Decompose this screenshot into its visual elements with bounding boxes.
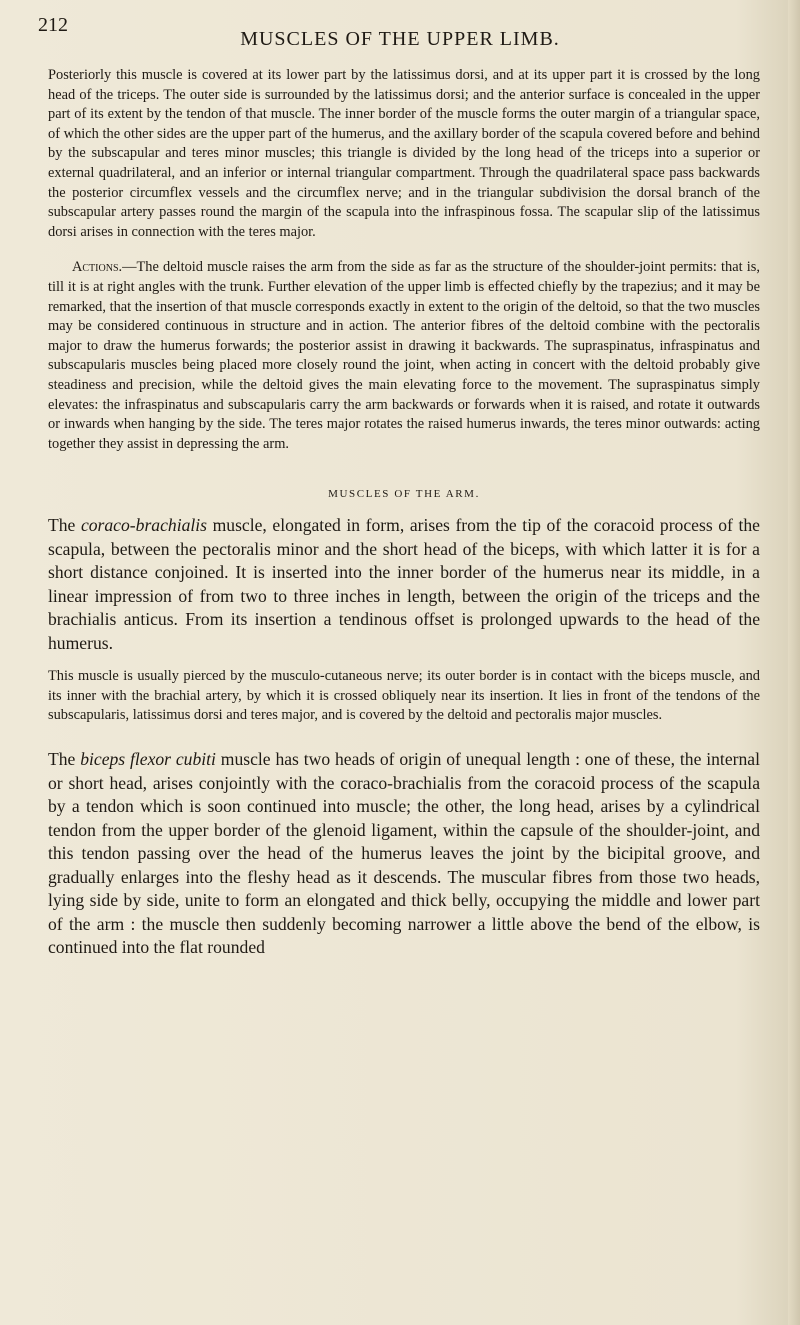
page-edge-shadow [788,0,800,1325]
paragraph-coraco-note: This muscle is usually pierced by the musculo-cutaneous nerve; its outer border is in contact with the biceps muscle, and its inner with the brachial artery, by which it is crossed obliquely near its insertion. It lies in front of the tendons of the subscapularis, latissimus dorsi and teres major, and is covered by the deltoid and pectoralis major muscles. [48,668,760,724]
coraco-brachialis-term: coraco-brachialis [80,515,208,536]
paragraph-actions [48,258,760,454]
biceps-term: biceps flexor cubiti [80,749,216,770]
actions-text: —The deltoid muscle raises the arm from the side as far as the structure of the shoulder-joint permits: that is, till it is at right angles with the trunk. Further elevation of the upper limb is effected chiefly by the trapezius; and it may be remarked, that the insertion of that muscle corresponds exactly in extent to the origin of the deltoid, so that the two muscles may be considered continuous in structure and in action. The anterior fibres of the deltoid combine with the pectoralis major to draw the humerus forwards; the posterior assist in drawing it backwards. The supraspinatus, infraspinatus and subscapularis muscles being placed more closely round the joint, when acting in concert with the deltoid probably give steadiness and precision, while the deltoid gives the main elevating force to the movement. The supraspinatus simply elevates: the infraspinatus and subscapularis carry the arm backwards or forwards when it is raised, and rotate it outwards or inwards when hanging by the side. The teres major rotates the raised humerus inwards, the teres minor outwards: acting together they assist in depressing the arm. [48,259,760,452]
biceps-text: muscle has two heads of origin of unequal length : one of these, the internal or short head, arises conjointly with the coraco-brachialis from the coracoid process of the scapula by a tendon which is soon continued into muscle; the other, the long head, arises by a cylindrical tendon from the upper border of the glenoid ligament, within the capsule of the shoulder-joint, and this tendon passing over the head of the humerus leaves the joint by the bicipital groove, and gradually enlarges into the fleshy head as it descends. The muscular fibres from those two heads, lying side by side, unite to form an elongated and thick belly, occupying the middle and lower part of the arm : the muscle then suddenly becoming narrower a little above the bend of the elbow, is continued into the flat rounded [48,749,760,958]
coraco-text: muscle, elongated in form, arises from the tip of the coracoid process of the scapula, between the pectoralis minor and the short head of the biceps, with which latter it is for a short distance conjoined. It is inserted into the inner border of the humerus near its middle, in a linear impression of from two to three inches in length, between the origin of the triceps and the brachialis anticus. From its insertion a tendinous offset is prolonged upwards to the head of the humerus. [48,515,760,653]
page-content [48,66,760,960]
running-head: MUSCLES OF THE UPPER LIMB. [240,28,560,50]
coraco-lead: The [48,515,81,536]
paragraph-teres-relations: Posteriorly this muscle is covered at its lower part by the latissimus dorsi, and at its upper part it is crossed by the long head of the triceps. The outer side is surrounded by the latissimus dorsi; and the anterior surface is concealed in the upper part of its extent by the tendon of that muscle. The inner border of the muscle forms the outer margin of a triangular space, of which the other sides are the upper part of the humerus, and the axillary border of the scapula covered before and behind by the subscapular and teres minor muscles; this triangle is divided by the long head of the triceps into a superior or external quadrilateral, and an inferior or internal triangular compartment. Through the quadrilateral space pass backwards the posterior circumflex vessels and the circumflex nerve; and in the triangular subdivision the dorsal branch of the subscapular artery passes round the margin of the scapula into the infraspinous fossa. The scapular slip of the latissimus dorsi arises in connection with the teres major. [48,67,760,240]
paragraph-coraco-brachialis [48,514,760,655]
paragraph-biceps [48,748,760,960]
page-number: 212 [38,14,68,36]
actions-heading: Actions. [72,259,123,276]
section-heading: MUSCLES OF THE ARM. [328,488,480,501]
biceps-lead: The [48,749,81,770]
